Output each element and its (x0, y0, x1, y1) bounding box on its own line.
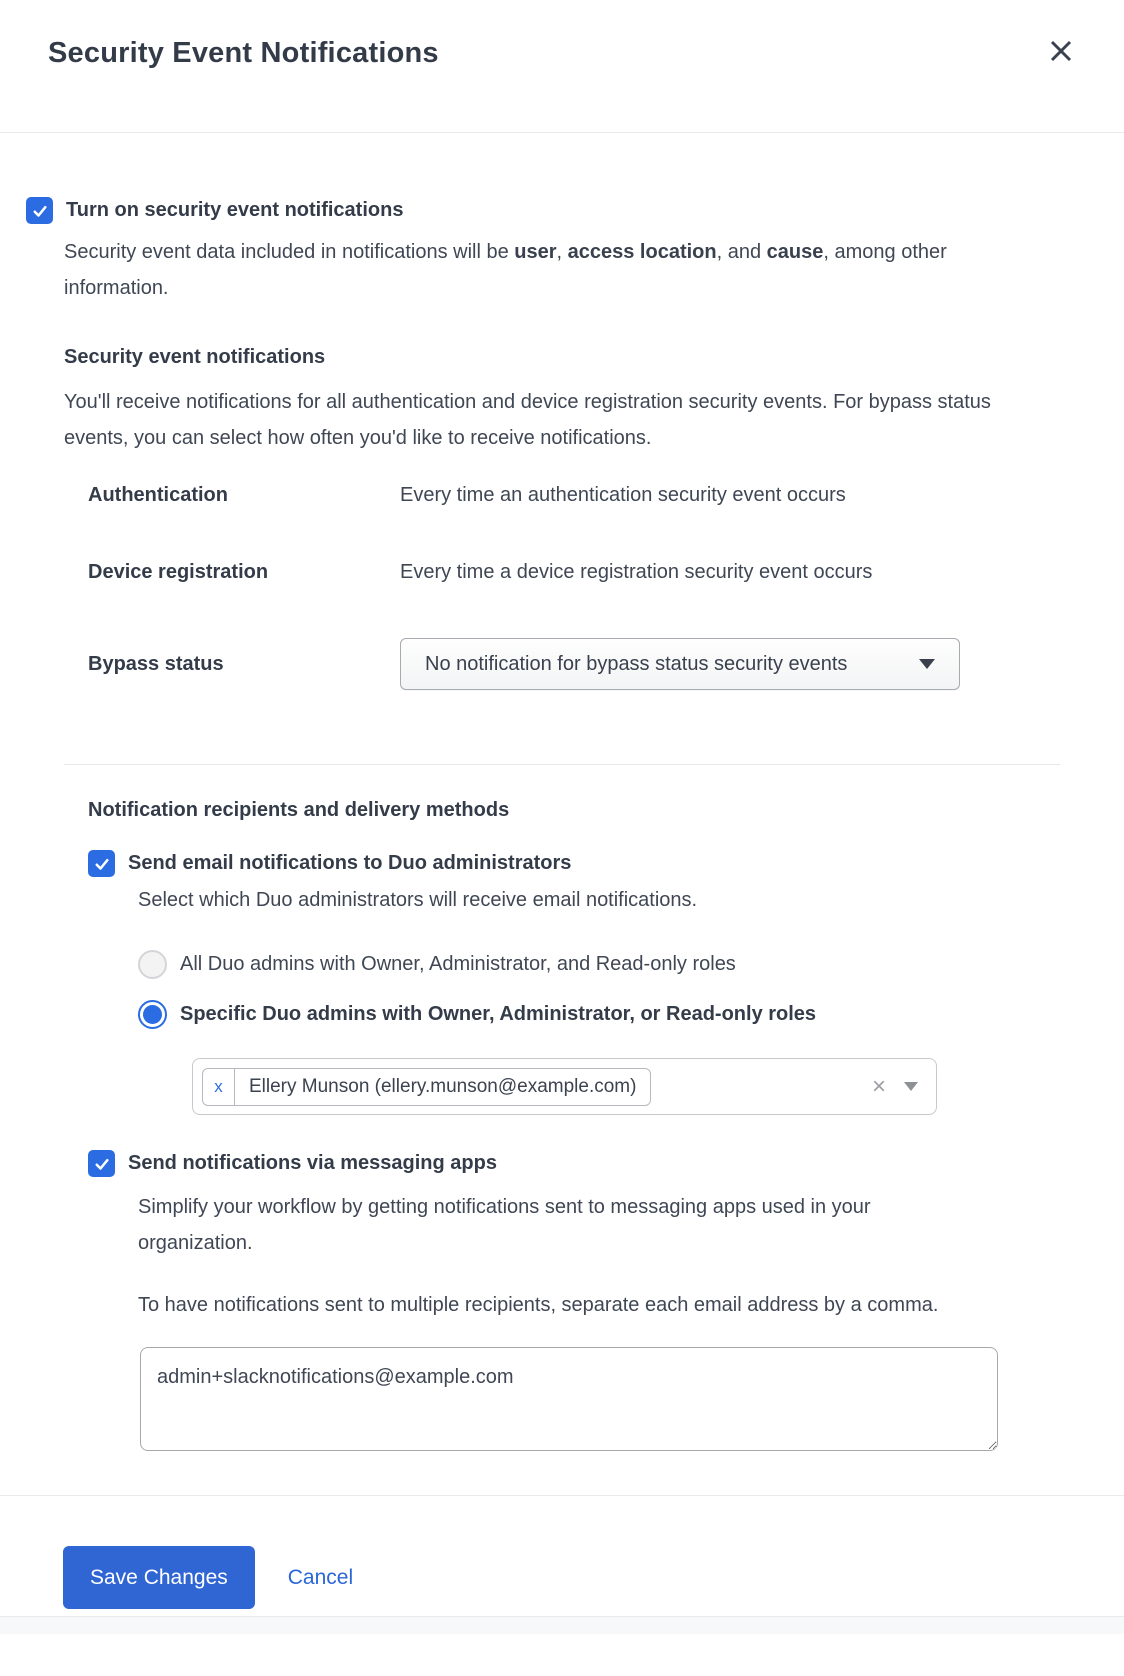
token-label: Ellery Munson (ellery.munson@example.com) (249, 1075, 637, 1097)
messaging-apps-checkbox[interactable] (88, 1150, 115, 1177)
event-settings-description: You'll receive notifications for all authentication and device registration security events. For bypass status events, you can select how often you'd like to receive notifications. (64, 391, 991, 449)
device-registration-label: Device registration (88, 561, 269, 583)
recipients-heading: Notification recipients and delivery methods (88, 799, 510, 821)
email-notifications-row (88, 850, 1124, 877)
chevron-down-icon (919, 659, 935, 669)
device-registration-row (88, 561, 1124, 584)
chevron-down-icon[interactable] (904, 1082, 918, 1091)
email-notifications-description: Select which Duo administrators will receive email notifications. (138, 889, 698, 911)
modal-header (0, 0, 1124, 133)
messaging-apps-description: Simplify your workflow by getting notifications sent to messaging apps used in your organization. (138, 1196, 871, 1254)
device-registration-value: Every time a device registration security event occurs (400, 561, 873, 583)
messaging-apps-row (88, 1150, 1124, 1177)
radio-specific-admins[interactable] (138, 1000, 1124, 1029)
checkmark-icon (93, 855, 111, 873)
master-toggle-checkbox[interactable] (26, 197, 53, 224)
checkmark-icon (93, 1155, 111, 1173)
email-notifications-label: Send email notifications to Duo administrators (128, 852, 572, 874)
bypass-status-row (88, 638, 1124, 690)
messaging-apps-label: Send notifications via messaging apps (128, 1152, 497, 1174)
page-background-strip (0, 1616, 1124, 1634)
selected-admin-token (202, 1068, 651, 1106)
radio-all-admins-label: All Duo admins with Owner, Administrator, and Read-only roles (180, 953, 736, 975)
checkmark-icon (31, 202, 49, 220)
radio-button[interactable] (138, 1000, 167, 1029)
master-toggle-row (26, 197, 1124, 224)
messaging-recipients-hint: To have notifications sent to multiple recipients, separate each email address by a comma. (138, 1294, 939, 1316)
bypass-status-label: Bypass status (88, 652, 224, 675)
radio-button[interactable] (138, 950, 167, 979)
email-notifications-checkbox[interactable] (88, 850, 115, 877)
messaging-recipients-input[interactable] (140, 1347, 998, 1451)
authentication-row (88, 484, 1124, 507)
master-toggle-label: Turn on security event notifications (66, 199, 404, 221)
close-button[interactable] (1046, 36, 1076, 66)
master-toggle-description: Security event data included in notifications will be user, access location, and cause, among other information. (64, 241, 947, 299)
radio-all-admins[interactable] (138, 950, 1124, 979)
modal-body (0, 197, 1124, 1451)
section-divider (64, 764, 1060, 765)
close-icon (1047, 37, 1075, 65)
authentication-value: Every time an authentication security event occurs (400, 484, 846, 506)
authentication-label: Authentication (88, 484, 228, 506)
clear-selection-icon[interactable]: × (871, 1072, 886, 1100)
bypass-frequency-select[interactable] (400, 638, 960, 690)
save-changes-button[interactable]: Save Changes (63, 1546, 255, 1609)
event-settings-heading: Security event notifications (64, 346, 326, 368)
admin-multiselect[interactable] (192, 1058, 937, 1115)
radio-specific-admins-label: Specific Duo admins with Owner, Administrator, or Read-only roles (180, 1003, 817, 1025)
token-remove-icon[interactable]: x (203, 1069, 235, 1105)
modal-footer (0, 1496, 1124, 1607)
bypass-frequency-selected-value: No notification for bypass status security events (425, 652, 848, 675)
page-title: Security Event Notifications (48, 37, 439, 69)
cancel-link[interactable]: Cancel (287, 1565, 354, 1589)
